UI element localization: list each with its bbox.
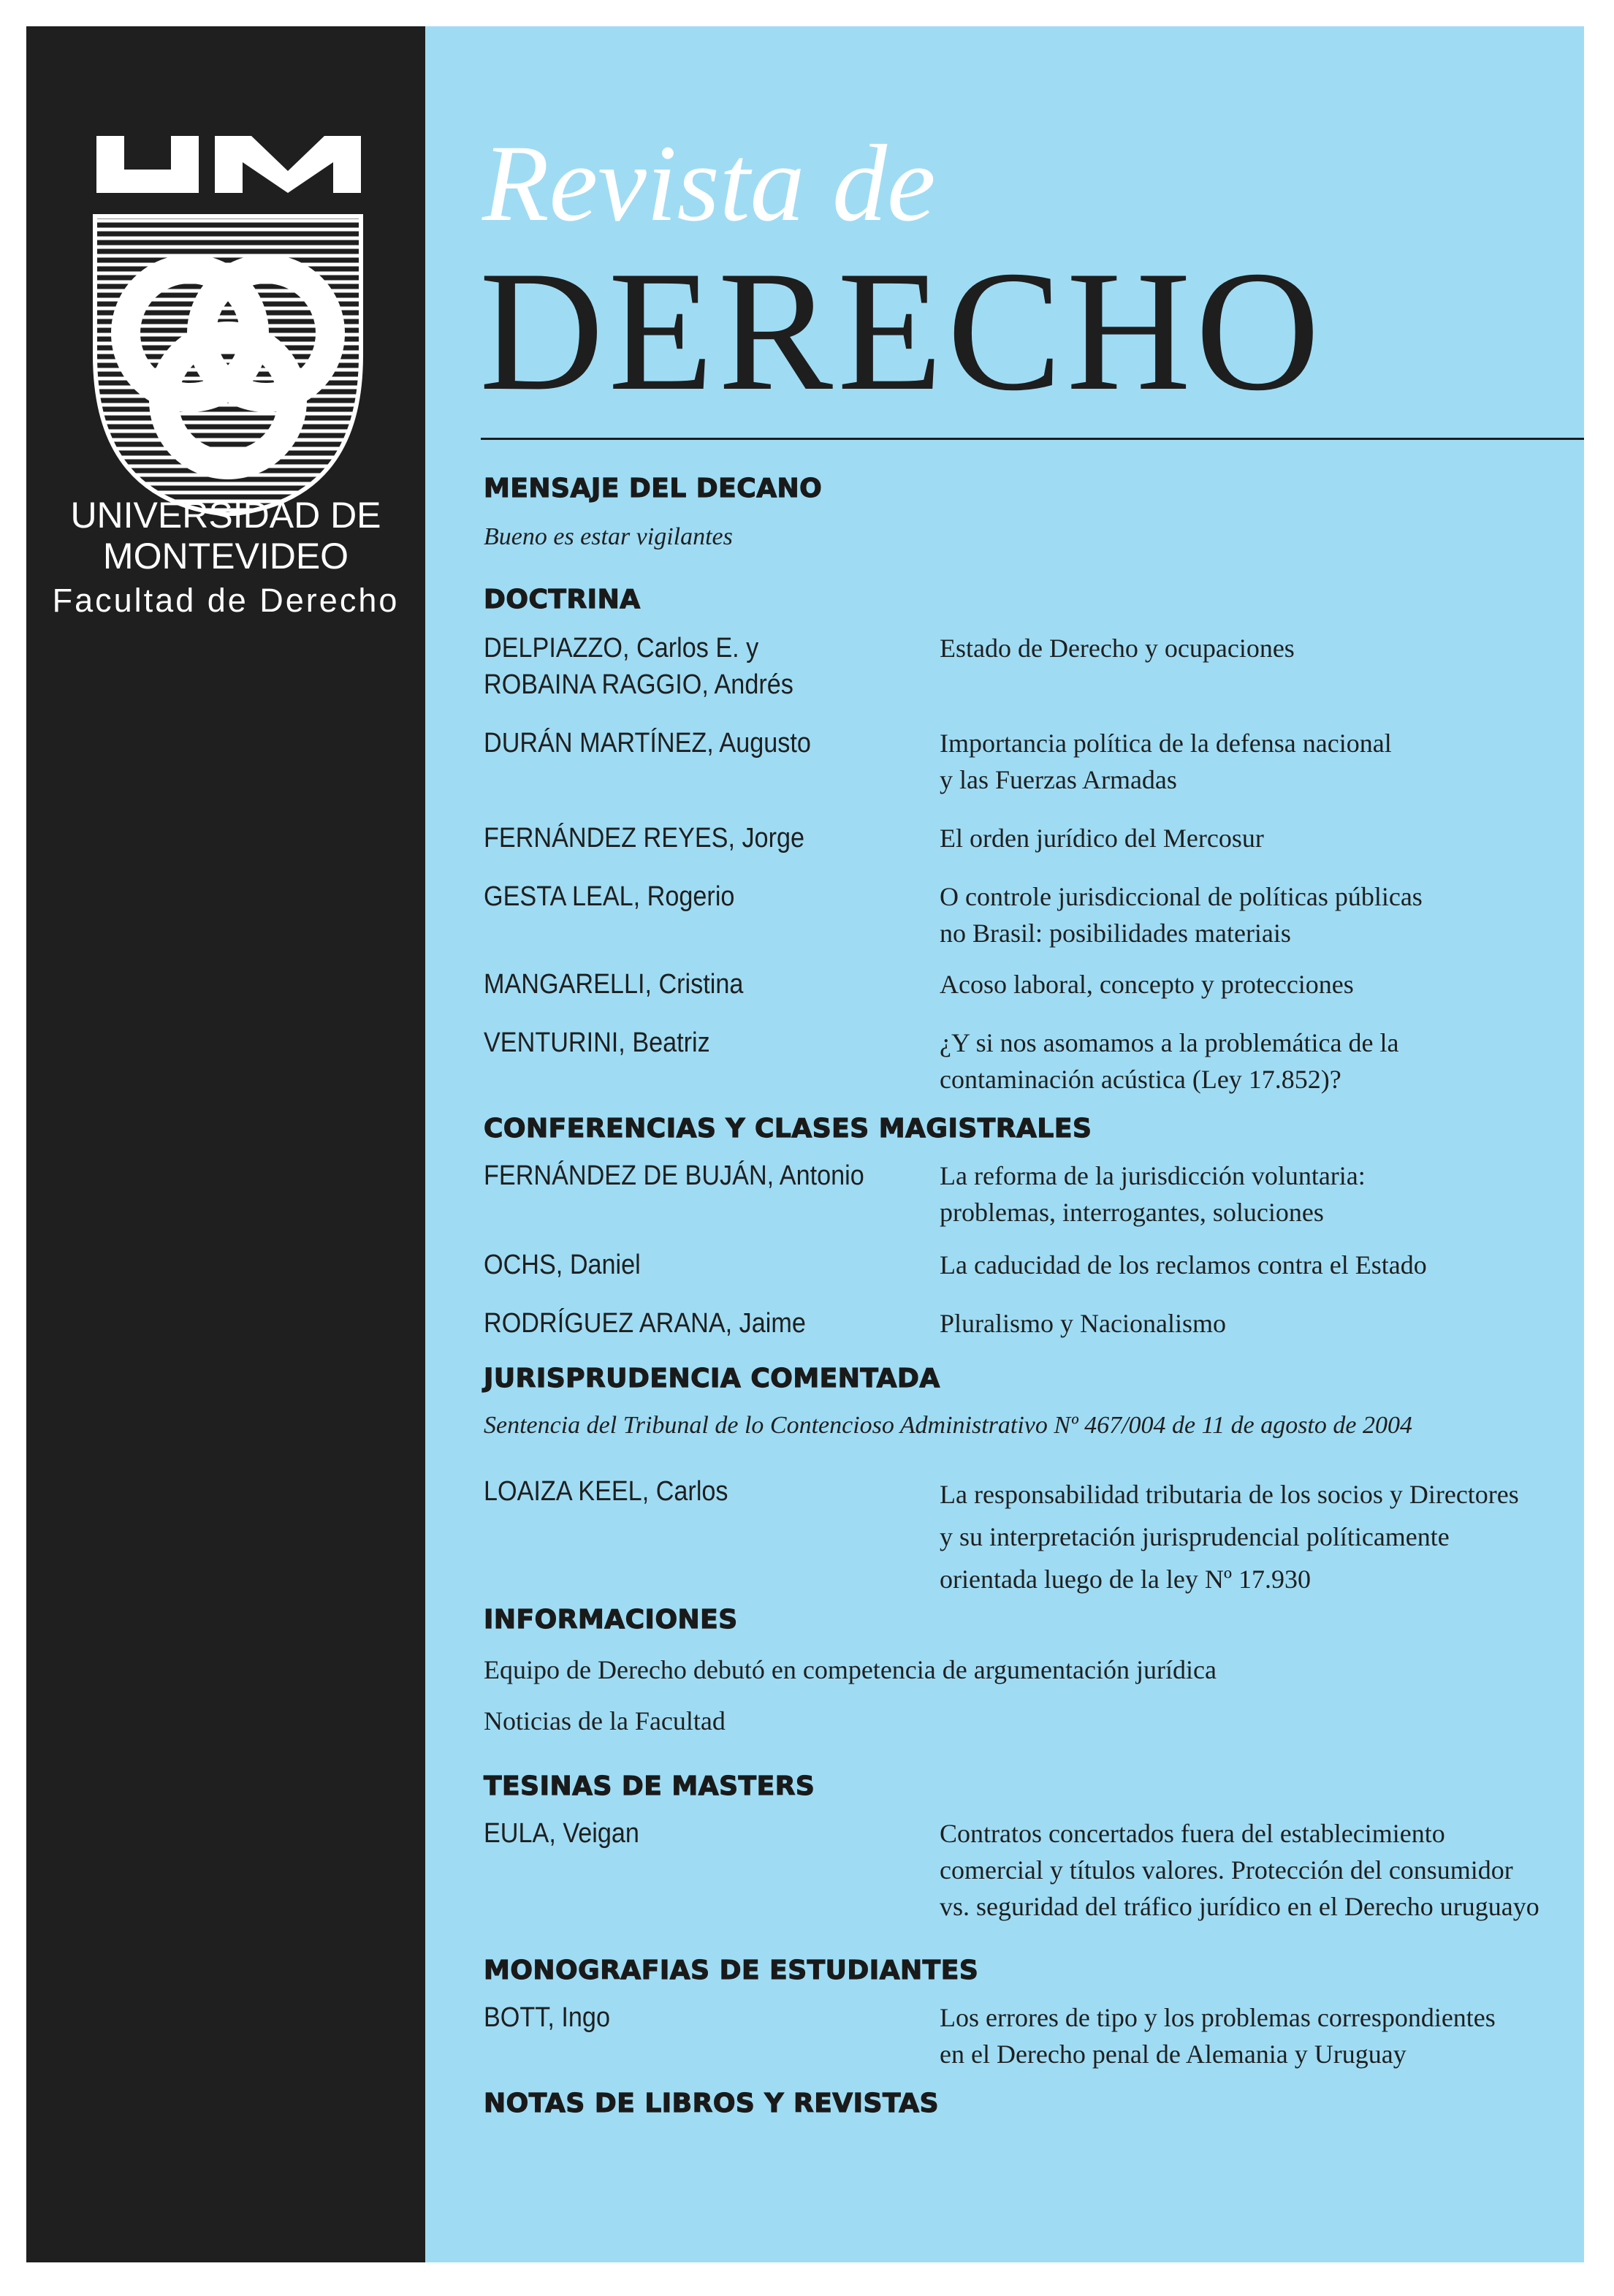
section-heading-jurisprudencia: JURISPRUDENCIA COMENTADA (484, 1364, 940, 1394)
toc-article-title: ¿Y si nos asomamos a la problemática de la contaminación acústica (Ley 17.852)? (940, 1028, 1399, 1094)
title-main: DERECHO (479, 236, 1325, 427)
section-heading-tesinas: TESINAS DE MASTERS (484, 1771, 815, 1801)
toc-article-title: Importancia política de la defensa nacional y las Fuerzas Armadas (940, 729, 1392, 794)
magazine-cover (26, 26, 1584, 2262)
section-heading-monografias: MONOGRAFIAS DE ESTUDIANTES (484, 1955, 979, 1985)
toc-author: FERNÁNDEZ DE BUJÁN, Antonio (484, 1160, 864, 1191)
section-heading-notas: NOTAS DE LIBROS Y REVISTAS (484, 2088, 940, 2118)
section-heading-informaciones: INFORMACIONES (484, 1605, 738, 1635)
toc-article-title: La reforma de la jurisdicción voluntaria: problemas, interrogantes, soluciones (940, 1161, 1366, 1227)
informaciones-item: Noticias de la Facultad (484, 1706, 726, 1736)
toc-author: RODRÍGUEZ ARANA, Jaime (484, 1308, 806, 1339)
section-heading-doctrina: DOCTRINA (484, 585, 641, 615)
toc-article-title: La responsabilidad tributaria de los socios y Directores y su interpretación jurisprudencial políticamente orientada luego de la ley Nº 17.930 (940, 1480, 1519, 1594)
toc-author: GESTA LEAL, Rogerio (484, 881, 735, 912)
toc-article-title: La caducidad de los reclamos contra el Estado (940, 1250, 1427, 1280)
university-name-line2: MONTEVIDEO (102, 536, 349, 577)
toc-article-title: Acoso laboral, concepto y protecciones (940, 970, 1354, 999)
toc-author: MANGARELLI, Cristina (484, 969, 744, 1000)
toc-article-title: Contratos concertados fuera del establecimiento comercial y títulos valores. Protección del consumidor vs. seguridad del tráfico jurídico en el Derecho uruguayo (940, 1819, 1539, 1921)
toc-article-title: Los errores de tipo y los problemas correspondientes en el Derecho penal de Alemania y Uruguay (940, 2003, 1496, 2069)
faculty-name: Facultad de Derecho (52, 582, 400, 619)
toc-author: OCHS, Daniel (484, 1250, 641, 1280)
toc-author: LOAIZA KEEL, Carlos (484, 1476, 728, 1507)
table-of-contents (26, 26, 1584, 2262)
university-name-line1: UNIVERSIDAD DE (70, 495, 381, 536)
toc-author: FERNÁNDEZ REYES, Jorge (484, 823, 805, 854)
mensaje-subtitle: Bueno es estar vigilantes (484, 523, 733, 550)
toc-author: DURÁN MARTÍNEZ, Augusto (484, 728, 811, 759)
toc-author: EULA, Veigan (484, 1818, 639, 1849)
toc-author: DELPIAZZO, Carlos E. y ROBAINA RAGGIO, Andrés (484, 633, 793, 700)
section-heading-mensaje: MENSAJE DEL DECANO (484, 474, 823, 503)
toc-author: BOTT, Ingo (484, 2002, 610, 2033)
toc-article-title: El orden jurídico del Mercosur (940, 824, 1264, 853)
toc-article-title: Pluralismo y Nacionalismo (940, 1309, 1226, 1338)
title-script: Revista de (482, 123, 936, 244)
informaciones-item: Equipo de Derecho debutó en competencia de argumentación jurídica (484, 1655, 1217, 1684)
section-heading-conferencias: CONFERENCIAS Y CLASES MAGISTRALES (484, 1114, 1092, 1144)
toc-article-title: Estado de Derecho y ocupaciones (940, 634, 1295, 663)
toc-author: VENTURINI, Beatriz (484, 1027, 710, 1058)
jurisprudencia-subtitle: Sentencia del Tribunal de lo Contencioso Administrativo Nº 467/004 de 11 de agosto de 2004 (484, 1412, 1412, 1439)
toc-article-title: O controle jurisdiccional de políticas públicas no Brasil: posibilidades materiais (940, 882, 1423, 948)
